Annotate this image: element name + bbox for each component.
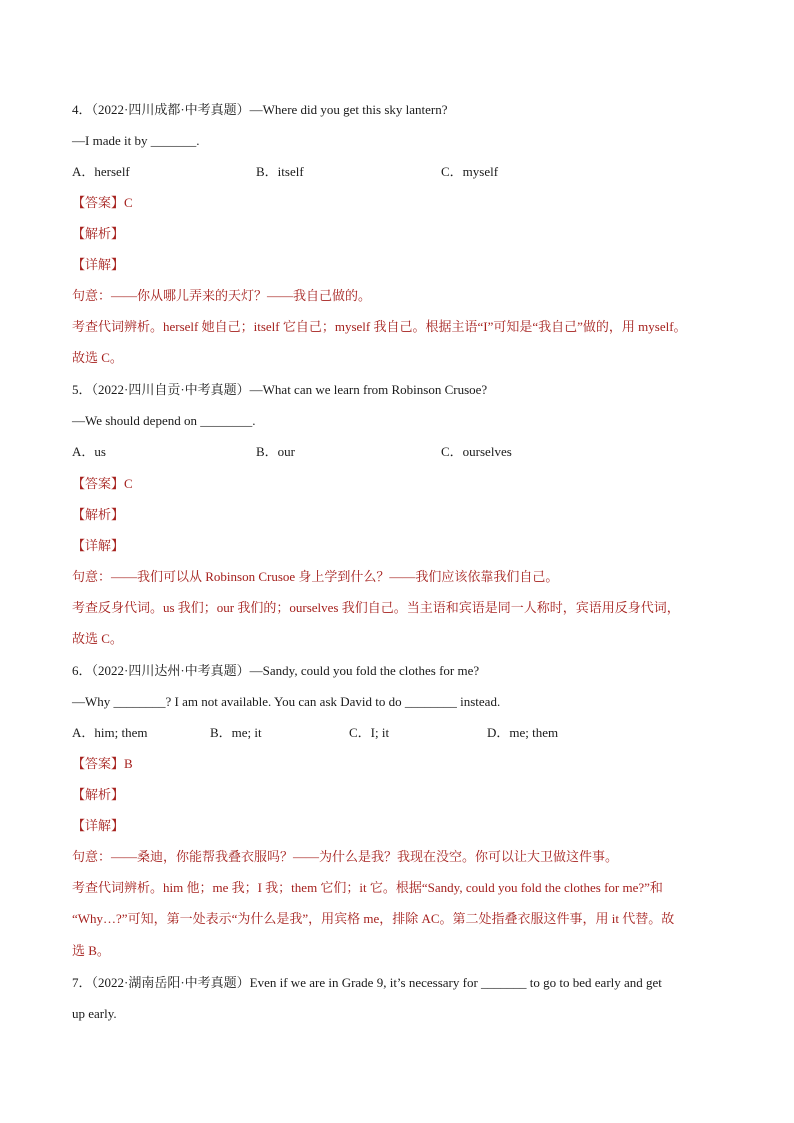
q5-detail-label: 【详解】 [72, 538, 125, 553]
q5-option-b: B．our [256, 444, 296, 459]
q6-explanation-line1: 考查代词辨析。him 他；me 我；I 我；them 它们；it 它。根据“Sandy, could you fold the clothes for me?”和 [72, 880, 663, 895]
q6-analysis-label: 【解析】 [72, 787, 125, 802]
q6-explanation-line2: “Why…?”可知，第一处表示“为什么是我”，用宾格 me，排除 AC。第二处指叠衣服这件事，用 it 代替。故 [72, 911, 675, 926]
q5-meaning: 句意：——我们可以从 Robinson Crusoe 身上学到什么？——我们应该依靠我们自己。 [72, 569, 559, 584]
q7-line2: up early. [72, 1006, 117, 1021]
q5-line2: —We should depend on ________. [72, 413, 256, 428]
q4-option-b: B．itself [256, 164, 304, 179]
q6-explanation-line3: 选 B。 [72, 943, 110, 958]
q5-explanation-line1: 考查反身代词。us 我们；our 我们的；ourselves 我们自己。当主语和宾语是同一人称时，宾语用反身代词， [72, 600, 680, 615]
q6-meaning: 句意：——桑迪，你能帮我叠衣服吗？——为什么是我？我现在没空。你可以让大卫做这件事。 [72, 849, 619, 864]
q6-answer: 【答案】B [72, 756, 133, 771]
q6-line2: —Why ________? I am not available. You can ask David to do ________ instead. [72, 694, 501, 709]
q5-explanation-line2: 故选 C。 [72, 631, 123, 646]
q4-stem: 4．（2022·四川成都·中考真题）—Where did you get this sky lantern? [72, 102, 448, 117]
q4-option-a: A．herself [72, 164, 130, 179]
q6-option-c: C．I; it [349, 725, 390, 740]
q4-explanation-line1: 考查代词辨析。herself 她自己；itself 它自己；myself 我自己。根据主语“I”可知是“我自己”做的，用 myself。 [72, 319, 687, 334]
q6-stem: 6．（2022·四川达州·中考真题）—Sandy, could you fold the clothes for me? [72, 663, 480, 678]
q4-line2: —I made it by _______. [72, 133, 200, 148]
q4-detail-label: 【详解】 [72, 257, 125, 272]
q5-answer: 【答案】C [72, 476, 133, 491]
q5-analysis-label: 【解析】 [72, 507, 125, 522]
q4-explanation-line2: 故选 C。 [72, 350, 123, 365]
q5-option-a: A．us [72, 444, 106, 459]
q7-stem: 7．（2022·湖南岳阳·中考真题）Even if we are in Grade 9, it’s necessary for _______ to go to bed early and get [72, 975, 662, 990]
q6-detail-label: 【详解】 [72, 818, 125, 833]
q5-option-c: C．ourselves [441, 444, 512, 459]
q5-stem: 5．（2022·四川自贡·中考真题）—What can we learn from Robinson Crusoe? [72, 382, 488, 397]
q4-analysis-label: 【解析】 [72, 226, 125, 241]
q4-option-c: C．myself [441, 164, 499, 179]
q4-answer: 【答案】C [72, 195, 133, 210]
q6-option-b: B．me; it [210, 725, 262, 740]
q6-option-a: A．him; them [72, 725, 148, 740]
q6-option-d: D．me; them [487, 725, 559, 740]
q4-meaning: 句意：——你从哪儿弄来的天灯？——我自己做的。 [72, 288, 372, 303]
